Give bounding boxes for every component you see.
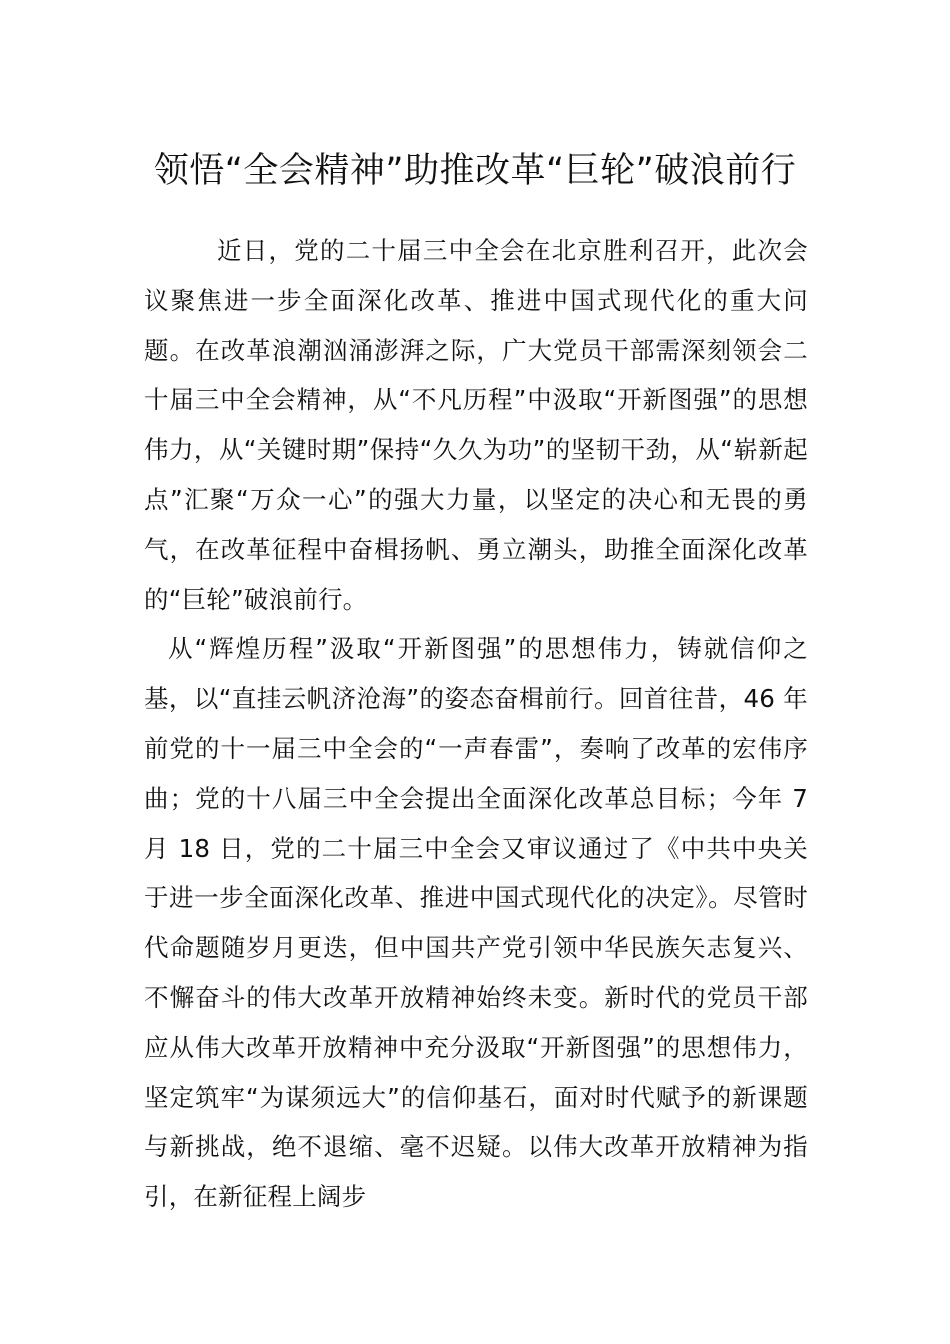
paragraph-1: 近日，党的二十届三中全会在北京胜利召开，此次会议聚焦进一步全面深化改革、推进中国式现代化的重大问题。在改革浪潮汹涌澎湃之际，广大党员干部需深刻领会二十届三中全会精神，从“不凡历程”中汲取“开新图强”的思想伟力，从“关键时期”保持“久久为功”的坚韧干劲，从“崭新起点”汇聚“万众一心”的强大力量，以坚定的决心和无畏的勇气，在改革征程中奋楫扬帆、勇立潮头，助推全面深化改革的“巨轮”破浪前行。 xyxy=(144,236,808,614)
paragraph-2: 从“辉煌历程”汲取“开新图强”的思想伟力，铸就信仰之基，以“直挂云帆济沧海”的姿态奋楫前行。回首往昔，46 年前党的十一届三中全会的“一声春雷”，奏响了改革的宏伟序曲；党的十八届三中全会提出全面深化改革总目标；今年 7 月 18 日，党的二十届三中全会又审议通过了《中共中央关于进一步全面深化改革、推进中国式现代化的决定》。尽管时代命题随岁月更迭，但中国共产党引领中华民族矢志复兴、不懈奋斗的伟大改革开放精神始终未变。新时代的党员干部应从伟大改革开放精神中充分汲取“开新图强”的思想伟力，坚定筑牢“为谋须远大”的信仰基石，面对时代赋予的新课题与新挑战，绝不退缩、毫不迟疑。以伟大改革开放精神为指引，在新征程上阔步 xyxy=(144,634,808,1212)
document-title: 领悟“全会精神”助推改革“巨轮”破浪前行 xyxy=(153,151,797,192)
document-body xyxy=(144,226,808,1222)
